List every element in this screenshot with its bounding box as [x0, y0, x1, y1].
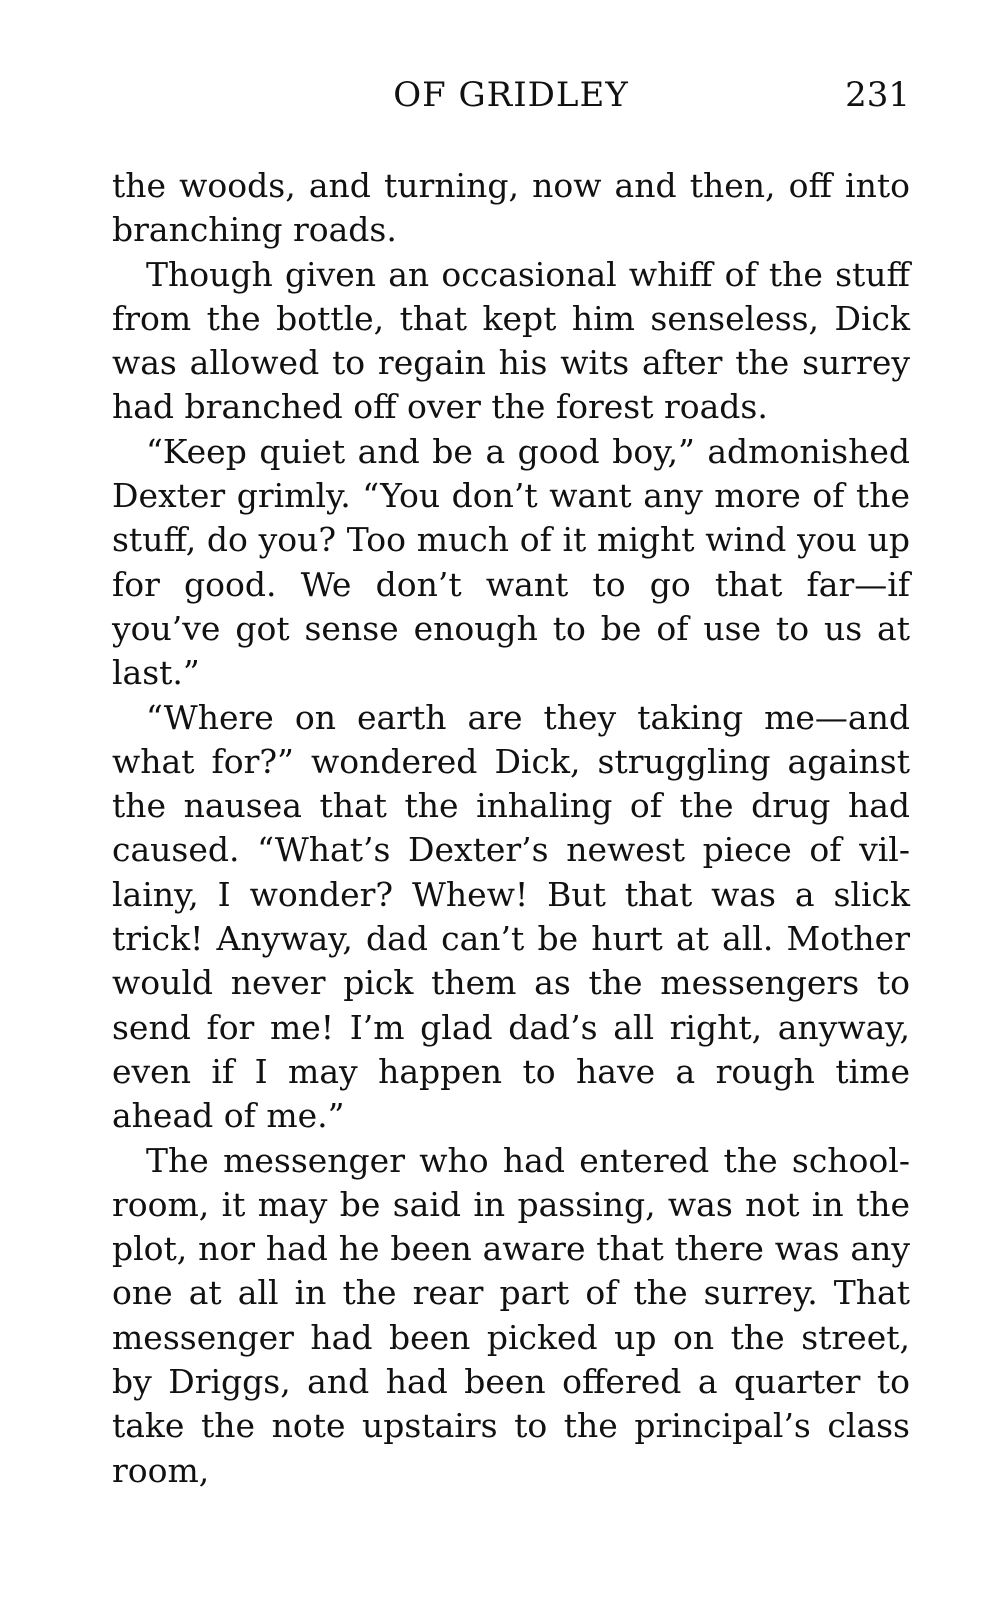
paragraph-4: “Where on earth are they taking me—and what for?” wondered Dick, struggling against the nausea that the inhaling of the drug had caused. “What’s Dexter’s newest piece of villainy, I wonder? Whew! But that was a slick trick! Anyway, dad can’t be hurt at all. Mother would never pick them as the messengers to send for me! I’m glad dad’s all right, anyway, even if I may happen to have a rough time ahead of me.” [112, 697, 910, 1136]
paragraph-1: the woods, and turning, now and then, off into branching roads. [112, 166, 910, 250]
paragraph-3: “Keep quiet and be a good boy,” admonished Dexter grimly. “You don’t want any more of the stuff, do you? Too much of it might wind you up for good. We don’t want to go that far—if you’ve got sense enough to be of use to us at last.” [112, 431, 910, 693]
page-header [112, 70, 910, 120]
running-title: OF GRIDLEY [393, 75, 629, 115]
body-text [112, 164, 910, 1493]
paragraph-2: Though given an occasional whiff of the stuff from the bottle, that kept him senseless, Dick was allowed to regain his wits after the surrey had branched off over the forest roads. [112, 254, 910, 427]
paragraph-5: The messenger who had entered the schoolroom, it may be said in passing, was not in the plot, nor had he been aware that there was any one at all in the rear part of the surrey. That messenger had been picked up on the street, by Driggs, and had been offered a quarter to take the note upstairs to the principal’s class room, [112, 1140, 910, 1490]
page-number: 231 [845, 75, 910, 115]
